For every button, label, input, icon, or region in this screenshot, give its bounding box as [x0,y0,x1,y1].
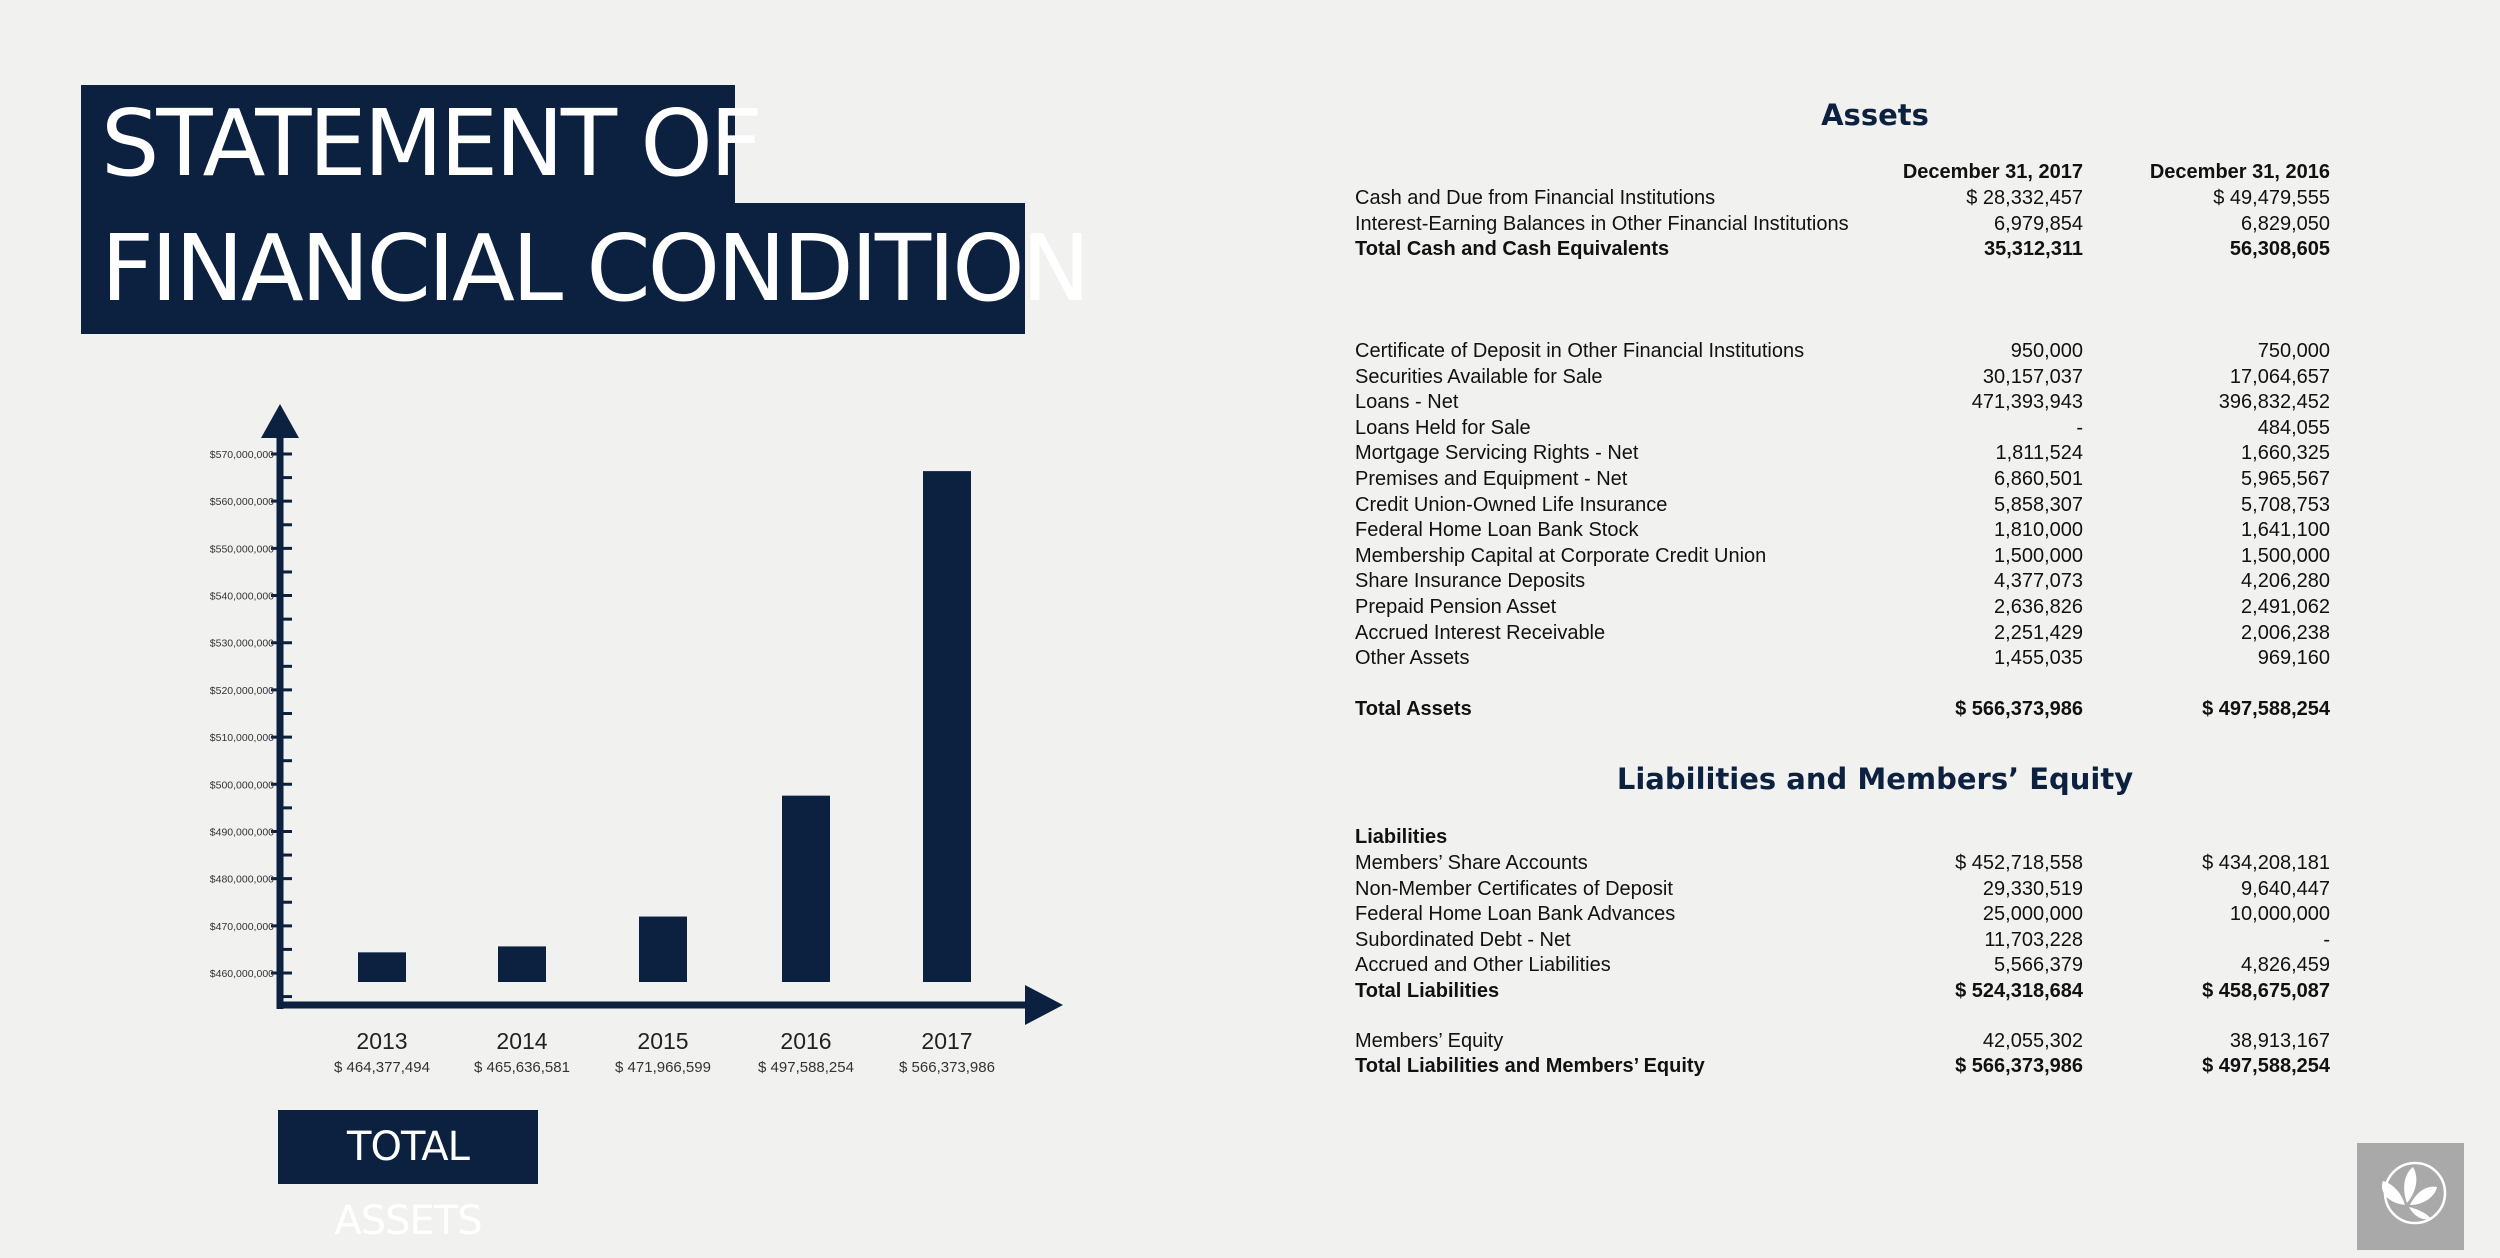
bar-2013 [358,952,406,982]
value-2017: 11,703,228 [1984,928,2083,951]
liabilities-heading: Liabilities and Members’ Equity [1616,762,2134,796]
value-2017: 2,251,429 [1994,621,2083,644]
bar-2016 [782,796,830,982]
table-row [1355,953,2355,978]
value-2016: 750,000 [2257,340,2330,362]
row-label: Federal Home Loan Bank Advances [1355,903,1676,926]
value-2016: 4,826,459 [2241,954,2330,977]
x-tick-label: 2016 [780,1028,832,1054]
value-2016: $ 49,479,555 [2213,187,2330,209]
value-2016: 56,308,605 [2229,238,2330,261]
row-label: Credit Union-Owned Life Insurance [1355,493,1668,516]
value-2017: 1,811,524 [1995,442,2083,465]
value-2016: 17,064,657 [2229,365,2330,388]
value-2017: 471,393,943 [1971,391,2083,414]
value-2017: 2,636,826 [1994,596,2083,618]
table-row [1355,544,2355,569]
col-header-2017: December 31, 2017 [1902,161,2083,183]
value-2016: $ 458,675,087 [2202,980,2330,1002]
row-label: Non-Member Certificates of Deposit [1355,877,1673,900]
x-axis-arrow [1025,985,1063,1025]
value-2017: 6,860,501 [1994,468,2083,490]
value-2017: 42,055,302 [1982,1030,2083,1052]
y-tick-label: $480,000,000 [209,873,274,886]
y-tick-label: $570,000,000 [209,449,274,461]
table-row [1355,467,2355,492]
value-2017: $ 566,373,986 [1955,1055,2083,1077]
row-label: Members’ Equity [1355,1030,1504,1052]
row-label: Total Liabilities and Members’ Equity [1355,1055,1705,1077]
table-row [1355,212,2355,237]
table-row [1355,441,2355,466]
value-2016: $ 497,588,254 [2202,698,2330,720]
row-label: Premises and Equipment - Net [1355,468,1628,490]
col-header-2016: December 31, 2016 [2149,161,2330,183]
row-label: Federal Home Loan Bank Stock [1355,519,1639,542]
table-row [1355,595,2355,620]
value-2016: 969,160 [2257,647,2330,670]
row-label: Accrued Interest Receivable [1355,621,1606,644]
table-row [1355,979,2355,1004]
row-label: Loans - Net [1355,391,1459,414]
value-2017: 35,312,311 [1984,238,2083,261]
value-2016: 38,913,167 [2229,1030,2330,1052]
row-label: Cash and Due from Financial Institutions [1355,187,1716,209]
title-line-2: FINANCIAL CONDITION [81,203,1025,334]
value-2016: 5,708,753 [2241,493,2330,516]
value-2016: 1,641,100 [2241,519,2330,542]
table-row [1355,851,2355,876]
value-2016: $ 434,208,181 [2202,852,2330,874]
y-tick-label: $510,000,000 [209,732,274,745]
x-tick-label: 2015 [637,1028,689,1054]
row-label: Accrued and Other Liabilities [1355,954,1611,977]
y-tick-label: $500,000,000 [209,779,274,792]
bar-value-label: $ 566,373,986 [899,1059,995,1076]
value-2017: 950,000 [2010,340,2083,362]
table-row [1355,365,2355,390]
table-row [1355,1029,2355,1054]
table-row [1355,928,2355,953]
bar-2015 [639,917,687,982]
value-2017: 5,858,307 [1994,493,2083,516]
row-label: Total Liabilities [1355,980,1500,1002]
row-label: Mortgage Servicing Rights - Net [1355,442,1639,465]
y-tick-label: $460,000,000 [209,968,274,980]
total-assets-chart [0,380,1100,1100]
table-row [1355,902,2355,927]
credit-union-logo [2357,1143,2464,1250]
table-row [1355,569,2355,594]
column-headers [1355,160,2355,185]
bar-2017 [923,471,971,982]
value-2016: 9,640,447 [2241,877,2330,900]
value-2017: 30,157,037 [1982,365,2083,388]
row-label: Certificate of Deposit in Other Financial Institutions [1355,340,1805,362]
y-tick-label: $560,000,000 [209,496,274,509]
bar-value-label: $ 471,966,599 [615,1059,711,1076]
y-tick-label: $540,000,000 [209,590,274,603]
value-2016: 1,660,325 [2241,442,2330,465]
value-2017: 1,500,000 [1994,544,2083,567]
row-label: Interest-Earning Balances in Other Financial Institutions [1355,212,1849,235]
leaf-logo-icon [2357,1143,2464,1250]
table-row [1355,237,2355,262]
row-label: Prepaid Pension Asset [1355,596,1557,618]
table-row [1355,390,2355,415]
value-2016: 10,000,000 [2229,903,2330,926]
table-row [1355,621,2355,646]
value-2016: 5,965,567 [2241,468,2330,490]
value-2017: 25,000,000 [1982,903,2083,926]
value-2017: 6,979,854 [1994,212,2083,235]
value-2017: 29,330,519 [1982,877,2083,900]
x-tick-label: 2014 [496,1028,548,1054]
value-2016: 484,055 [2257,416,2330,439]
table-row [1355,416,2355,441]
table-row [1355,518,2355,543]
chart-title-label: TOTAL ASSETS [278,1110,538,1184]
value-2017: - [2076,416,2083,439]
y-tick-label: $490,000,000 [209,826,274,839]
bar-value-label: $ 464,377,494 [334,1059,430,1076]
value-2017: $ 524,318,684 [1955,980,2083,1002]
y-tick-label: $530,000,000 [209,637,274,650]
x-tick-label: 2013 [356,1028,408,1054]
value-2017: 1,810,000 [1994,519,2083,542]
row-label: Share Insurance Deposits [1355,570,1586,593]
row-label: Members’ Share Accounts [1355,852,1588,874]
value-2016: 396,832,452 [2218,391,2330,414]
row-label: Total Cash and Cash Equivalents [1355,238,1670,261]
row-label: Securities Available for Sale [1355,365,1603,388]
bar-value-label: $ 497,588,254 [758,1059,854,1076]
y-tick-label: $520,000,000 [209,684,274,697]
table-row [1355,1054,2355,1079]
table-row [1355,877,2355,902]
value-2016: 2,491,062 [2241,596,2330,618]
value-2017: $ 28,332,457 [1966,187,2083,209]
row-label: Other Assets [1355,647,1470,670]
row-label: Loans Held for Sale [1355,416,1531,439]
value-2016: $ 497,588,254 [2202,1055,2330,1077]
liabilities-label: Liabilities [1355,826,1448,848]
value-2017: 5,566,379 [1994,954,2083,977]
liabilities-subheading [1355,825,2355,850]
table-row [1355,646,2355,671]
row-label: Total Assets [1355,698,1472,720]
value-2017: 4,377,073 [1994,570,2083,593]
value-2016: 2,006,238 [2241,621,2330,644]
table-row [1355,186,2355,211]
title-line-1: STATEMENT OF [81,85,735,203]
bar-2014 [498,946,546,982]
value-2017: $ 452,718,558 [1955,852,2083,874]
bar-value-label: $ 465,636,581 [474,1059,570,1076]
table-row [1355,339,2355,364]
value-2016: 1,500,000 [2241,544,2330,567]
value-2016: - [2323,928,2330,951]
y-tick-label: $550,000,000 [209,543,274,556]
value-2017: 1,455,035 [1994,647,2083,670]
x-tick-label: 2017 [921,1028,973,1054]
assets-heading: Assets [1821,98,1929,132]
row-label: Membership Capital at Corporate Credit Union [1355,544,1767,567]
value-2016: 4,206,280 [2241,570,2330,593]
y-axis-arrow [261,404,299,438]
table-row [1355,697,2355,722]
value-2017: $ 566,373,986 [1955,698,2083,720]
row-label: Subordinated Debt - Net [1355,928,1571,951]
y-tick-label: $470,000,000 [209,920,274,933]
value-2016: 6,829,050 [2241,212,2330,235]
table-row [1355,493,2355,518]
